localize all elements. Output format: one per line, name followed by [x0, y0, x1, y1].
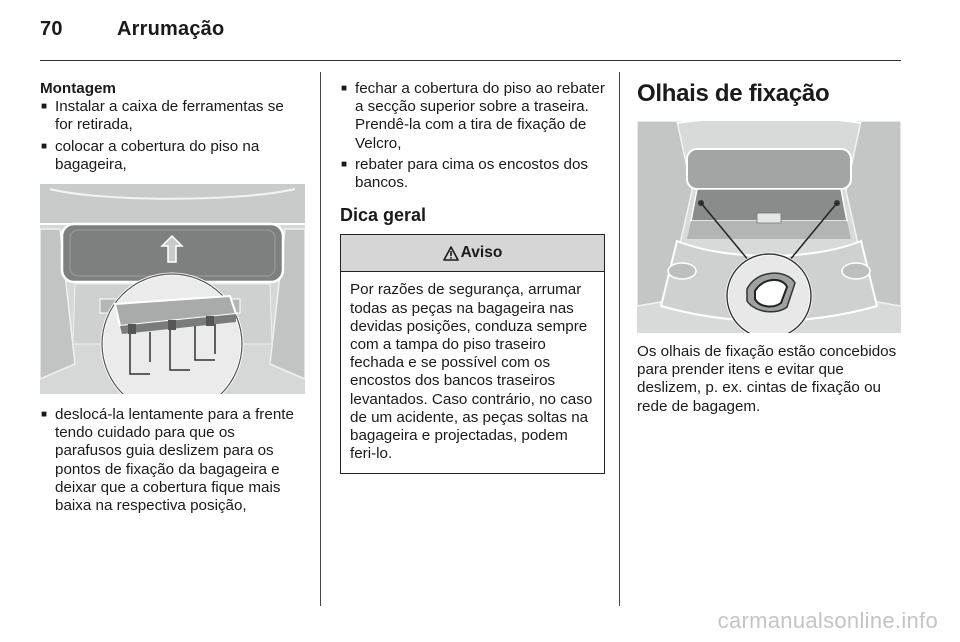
column-3 [637, 80, 901, 416]
cargo-floor-cover-illustration [40, 184, 305, 394]
bullet-list [340, 80, 605, 192]
page-title: Arrumação [117, 18, 225, 40]
list-item: ■ fechar a cobertura do piso ao rebater a secção superior sobre a traseira. Prendê-la com a tira de fixação de Velcro, [340, 80, 605, 153]
list-item: ■ deslocá-la lentamente para a frente tendo cuidado para que os parafusos guia deslizem para os pontos de fixação da bagageira e deixar que a cobertura fique mais baixa na respectiva posição, [40, 406, 305, 515]
page-number: 70 [40, 18, 63, 40]
lashing-eyes-illustration [637, 121, 901, 333]
warning-triangle-icon [443, 246, 459, 261]
list-item: ■ colocar a cobertura do piso na bagageira, [40, 138, 305, 174]
section-heading-dica-geral: Dica geral [340, 205, 427, 226]
list-item: ■ rebater para cima os encostos dos bancos. [340, 156, 605, 192]
column-divider-2 [619, 72, 620, 606]
bullet-list [40, 406, 305, 515]
section-heading-olhais: Olhais de fixação [637, 80, 830, 107]
watermark: carmanualsonline.info [717, 608, 938, 633]
warning-label: Aviso [460, 244, 503, 262]
warning-text: Por razões de segurança, arrumar todas as peças na bagageira nas devidas posições, conduza sempre com a tampa do piso traseiro fechada e se possível com os encostos dos bancos traseiros levantados. Caso contrário, no caso de um acidente, as peças soltas na bagageira e projectadas, podem feri-lo. [350, 281, 593, 463]
warning-box [340, 234, 605, 474]
list-item: ■ Instalar a caixa de ferramentas se for retirada, [40, 98, 305, 134]
warning-header [341, 235, 604, 272]
lashing-eyes-description: Os olhais de fixação estão concebidos para prender itens e evitar que deslizem, p. ex. cintas de fixação ou rede de bagagem. [637, 343, 897, 415]
column-2 [340, 80, 605, 474]
bullet-list [40, 98, 305, 174]
header-rule [40, 60, 901, 61]
column-1 [40, 80, 305, 518]
column-divider-1 [320, 72, 321, 606]
subheading-montagem: Montagem [40, 80, 116, 97]
